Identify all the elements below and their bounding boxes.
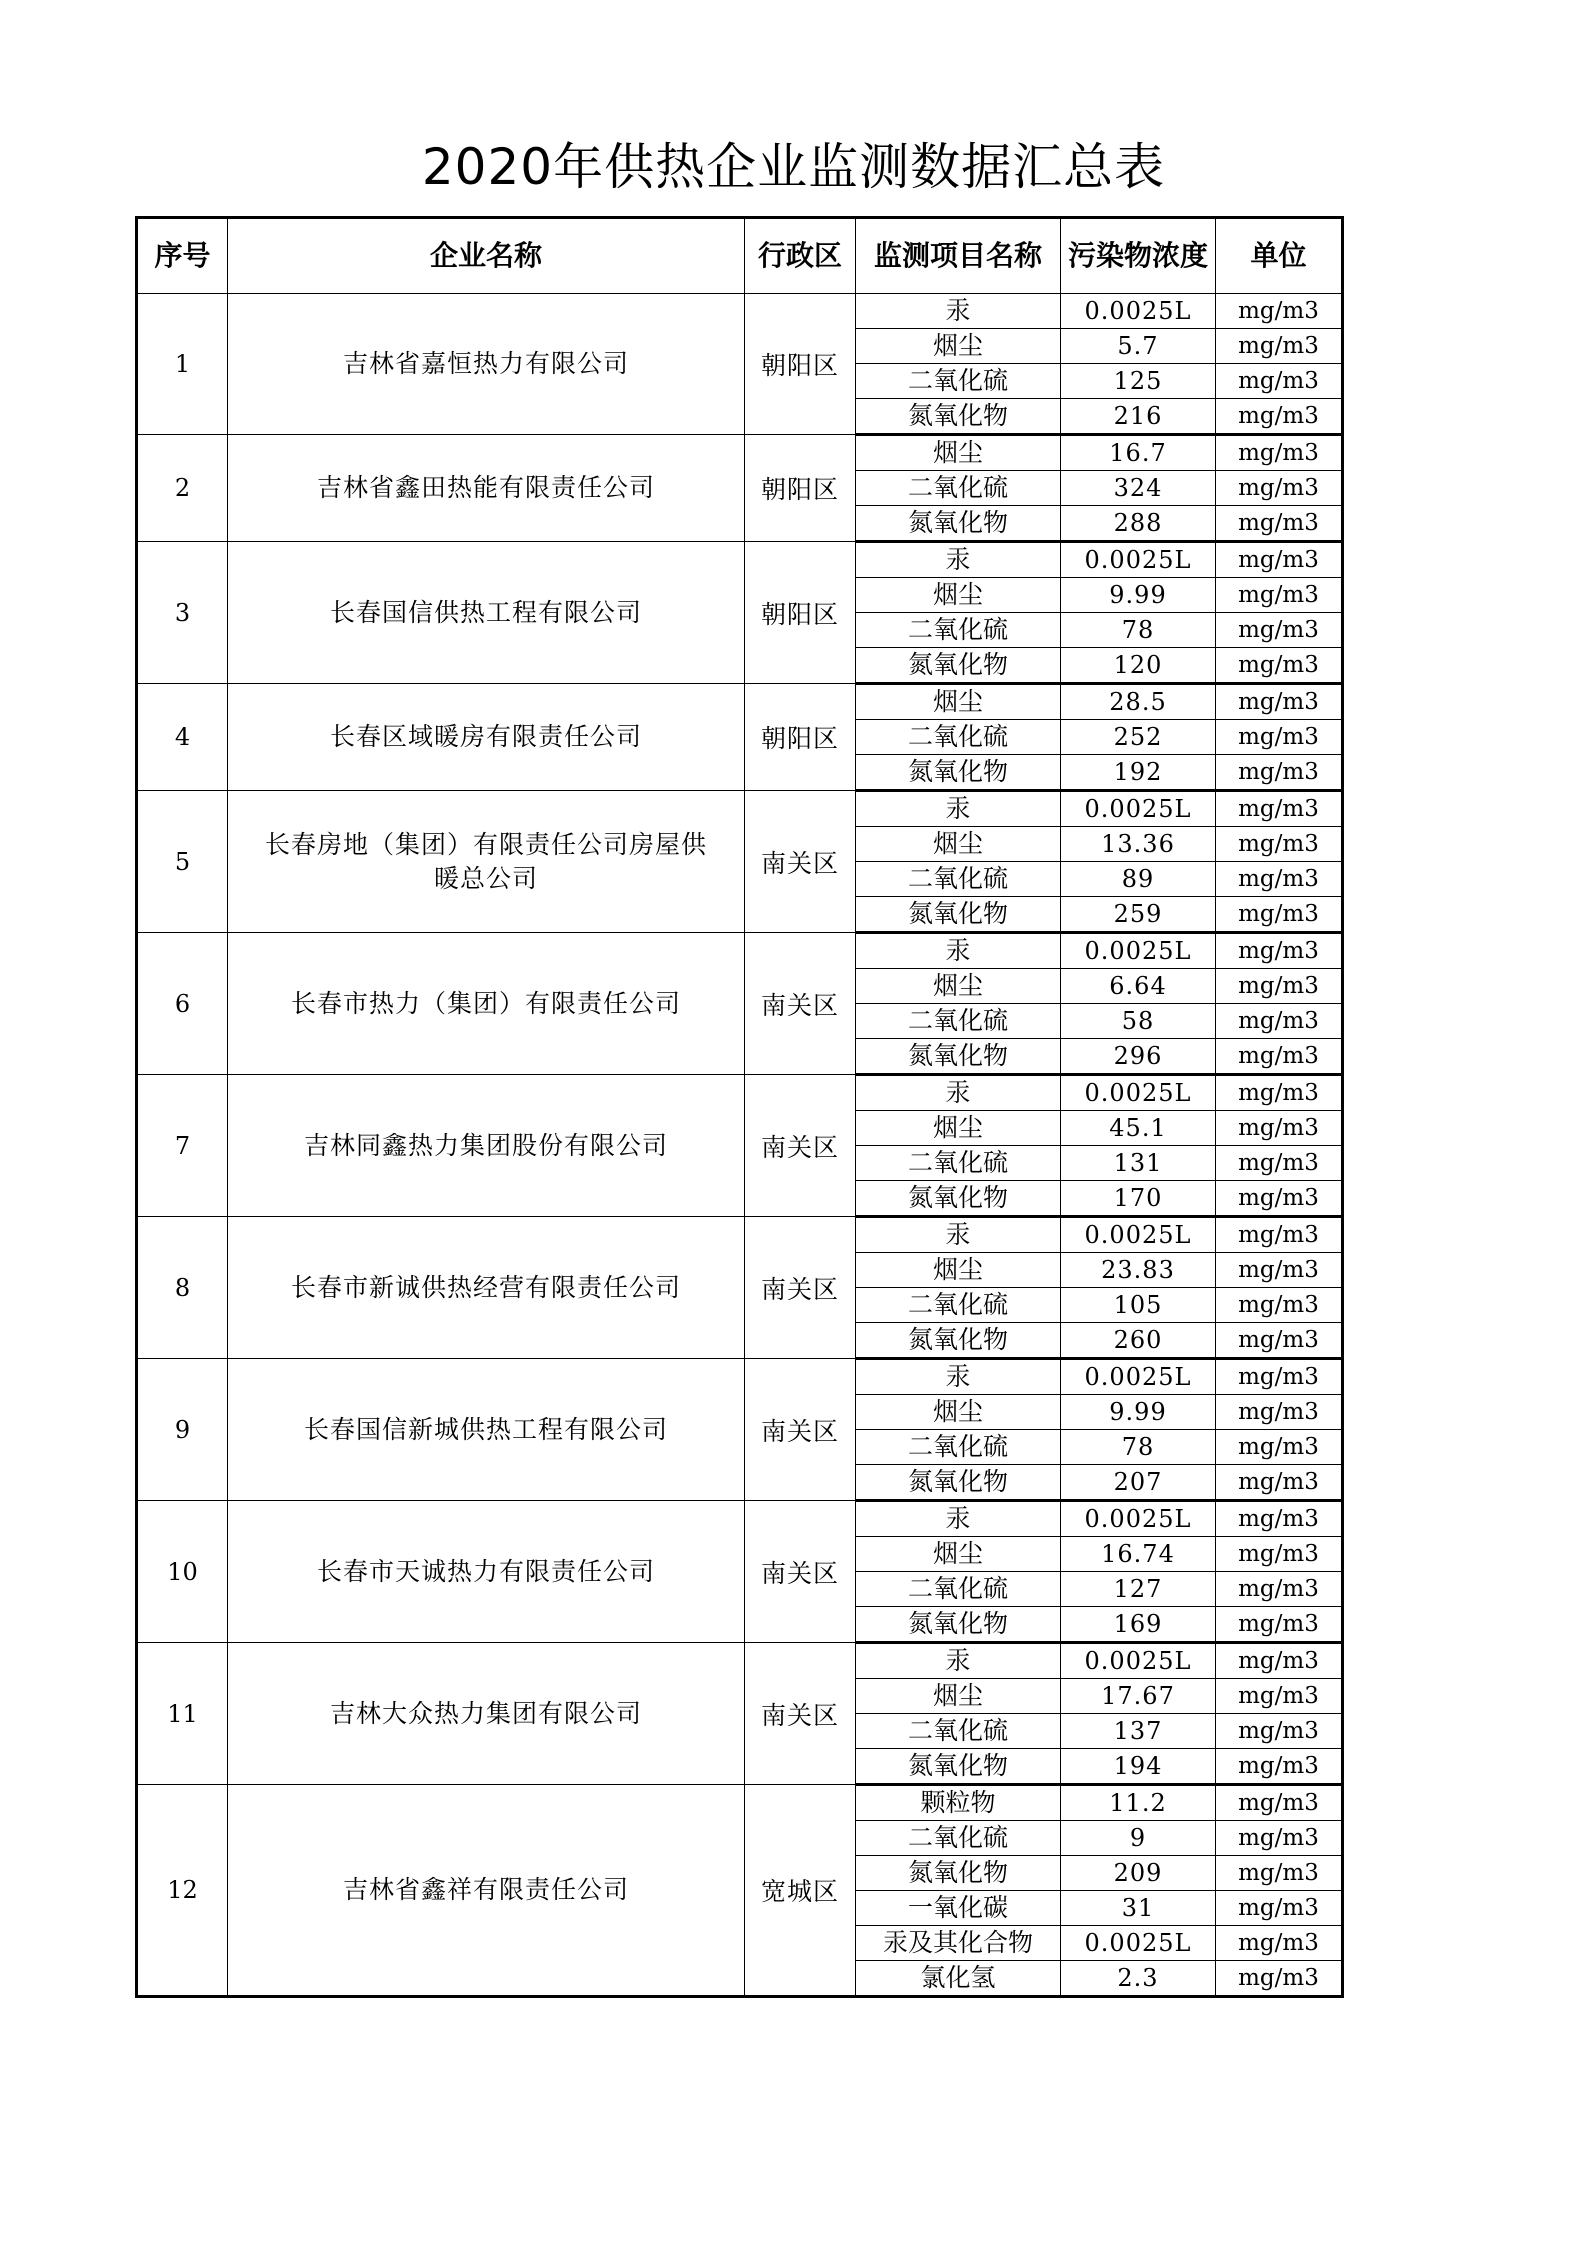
concentration-unit: mg/m3 xyxy=(1216,1537,1343,1572)
header-row xyxy=(137,218,1343,294)
pollutant-concentration: 194 xyxy=(1061,1749,1216,1785)
pollutant-concentration: 0.0025L xyxy=(1061,542,1216,578)
company-name: 长春市新诚供热经营有限责任公司 xyxy=(228,1217,745,1359)
monitoring-item: 烟尘 xyxy=(856,1395,1061,1430)
monitoring-item: 烟尘 xyxy=(856,684,1061,720)
pollutant-concentration: 13.36 xyxy=(1061,827,1216,862)
monitoring-item: 烟尘 xyxy=(856,578,1061,613)
pollutant-concentration: 28.5 xyxy=(1061,684,1216,720)
monitoring-item: 氮氧化物 xyxy=(856,1039,1061,1075)
monitoring-item: 烟尘 xyxy=(856,827,1061,862)
header-unit: 单位 xyxy=(1216,218,1343,294)
monitoring-item: 二氧化硫 xyxy=(856,364,1061,399)
pollutant-concentration: 127 xyxy=(1061,1572,1216,1607)
pollutant-concentration: 105 xyxy=(1061,1288,1216,1323)
table-row xyxy=(137,933,1343,969)
concentration-unit: mg/m3 xyxy=(1216,1572,1343,1607)
table-row xyxy=(137,1359,1343,1395)
district-name: 南关区 xyxy=(745,1217,856,1359)
monitoring-item: 烟尘 xyxy=(856,1537,1061,1572)
monitoring-item: 氮氧化物 xyxy=(856,506,1061,542)
table-row xyxy=(137,1785,1343,1821)
row-seq-number: 3 xyxy=(137,542,228,684)
pollutant-concentration: 137 xyxy=(1061,1714,1216,1749)
concentration-unit: mg/m3 xyxy=(1216,1039,1343,1075)
concentration-unit: mg/m3 xyxy=(1216,1111,1343,1146)
header-seq: 序号 xyxy=(137,218,228,294)
row-seq-number: 6 xyxy=(137,933,228,1075)
concentration-unit: mg/m3 xyxy=(1216,648,1343,684)
monitoring-item: 氮氧化物 xyxy=(856,1856,1061,1891)
concentration-unit: mg/m3 xyxy=(1216,578,1343,613)
monitoring-item: 汞 xyxy=(856,1643,1061,1679)
pollutant-concentration: 209 xyxy=(1061,1856,1216,1891)
monitoring-item: 汞 xyxy=(856,933,1061,969)
pollutant-concentration: 78 xyxy=(1061,1430,1216,1465)
monitoring-item: 二氧化硫 xyxy=(856,862,1061,897)
concentration-unit: mg/m3 xyxy=(1216,1679,1343,1714)
table-row xyxy=(137,435,1343,471)
monitoring-item: 氮氧化物 xyxy=(856,1749,1061,1785)
concentration-unit: mg/m3 xyxy=(1216,1146,1343,1181)
table-row xyxy=(137,791,1343,827)
monitoring-item: 颗粒物 xyxy=(856,1785,1061,1821)
monitoring-item: 二氧化硫 xyxy=(856,1430,1061,1465)
concentration-unit: mg/m3 xyxy=(1216,1430,1343,1465)
pollutant-concentration: 252 xyxy=(1061,720,1216,755)
concentration-unit: mg/m3 xyxy=(1216,1926,1343,1961)
pollutant-concentration: 0.0025L xyxy=(1061,1926,1216,1961)
pollutant-concentration: 58 xyxy=(1061,1004,1216,1039)
district-name: 朝阳区 xyxy=(745,435,856,542)
monitoring-item: 氮氧化物 xyxy=(856,755,1061,791)
monitoring-item: 一氧化碳 xyxy=(856,1891,1061,1926)
concentration-unit: mg/m3 xyxy=(1216,1501,1343,1537)
row-seq-number: 2 xyxy=(137,435,228,542)
monitoring-item: 氮氧化物 xyxy=(856,399,1061,435)
row-seq-number: 12 xyxy=(137,1785,228,1997)
monitoring-item: 汞 xyxy=(856,294,1061,329)
district-name: 南关区 xyxy=(745,791,856,933)
company-name: 吉林省鑫田热能有限责任公司 xyxy=(228,435,745,542)
pollutant-concentration: 192 xyxy=(1061,755,1216,791)
concentration-unit: mg/m3 xyxy=(1216,1004,1343,1039)
pollutant-concentration: 11.2 xyxy=(1061,1785,1216,1821)
concentration-unit: mg/m3 xyxy=(1216,684,1343,720)
concentration-unit: mg/m3 xyxy=(1216,933,1343,969)
concentration-unit: mg/m3 xyxy=(1216,399,1343,435)
monitoring-item: 汞 xyxy=(856,1359,1061,1395)
pollutant-concentration: 120 xyxy=(1061,648,1216,684)
concentration-unit: mg/m3 xyxy=(1216,1643,1343,1679)
monitoring-item: 烟尘 xyxy=(856,1111,1061,1146)
monitoring-item: 二氧化硫 xyxy=(856,1714,1061,1749)
pollutant-concentration: 207 xyxy=(1061,1465,1216,1501)
company-name: 吉林省嘉恒热力有限公司 xyxy=(228,294,745,435)
row-seq-number: 4 xyxy=(137,684,228,791)
monitoring-item: 氯化氢 xyxy=(856,1961,1061,1997)
district-name: 南关区 xyxy=(745,1359,856,1501)
concentration-unit: mg/m3 xyxy=(1216,897,1343,933)
pollutant-concentration: 0.0025L xyxy=(1061,294,1216,329)
pollutant-concentration: 296 xyxy=(1061,1039,1216,1075)
monitoring-item: 二氧化硫 xyxy=(856,1572,1061,1607)
district-name: 南关区 xyxy=(745,1643,856,1785)
district-name: 宽城区 xyxy=(745,1785,856,1997)
monitoring-item: 二氧化硫 xyxy=(856,1288,1061,1323)
monitoring-data-table xyxy=(135,216,1344,1998)
concentration-unit: mg/m3 xyxy=(1216,1253,1343,1288)
row-seq-number: 9 xyxy=(137,1359,228,1501)
pollutant-concentration: 131 xyxy=(1061,1146,1216,1181)
concentration-unit: mg/m3 xyxy=(1216,1181,1343,1217)
company-name: 长春房地（集团）有限责任公司房屋供暖总公司 xyxy=(228,791,745,933)
pollutant-concentration: 45.1 xyxy=(1061,1111,1216,1146)
concentration-unit: mg/m3 xyxy=(1216,435,1343,471)
monitoring-item: 二氧化硫 xyxy=(856,1821,1061,1856)
monitoring-item: 汞及其化合物 xyxy=(856,1926,1061,1961)
district-name: 朝阳区 xyxy=(745,684,856,791)
pollutant-concentration: 260 xyxy=(1061,1323,1216,1359)
pollutant-concentration: 23.83 xyxy=(1061,1253,1216,1288)
pollutant-concentration: 288 xyxy=(1061,506,1216,542)
district-name: 朝阳区 xyxy=(745,294,856,435)
pollutant-concentration: 2.3 xyxy=(1061,1961,1216,1997)
concentration-unit: mg/m3 xyxy=(1216,1749,1343,1785)
table-row xyxy=(137,684,1343,720)
pollutant-concentration: 31 xyxy=(1061,1891,1216,1926)
monitoring-item: 烟尘 xyxy=(856,329,1061,364)
pollutant-concentration: 17.67 xyxy=(1061,1679,1216,1714)
pollutant-concentration: 0.0025L xyxy=(1061,1359,1216,1395)
concentration-unit: mg/m3 xyxy=(1216,1465,1343,1501)
concentration-unit: mg/m3 xyxy=(1216,1785,1343,1821)
header-district: 行政区 xyxy=(745,218,856,294)
concentration-unit: mg/m3 xyxy=(1216,862,1343,897)
header-company: 企业名称 xyxy=(228,218,745,294)
monitoring-item: 汞 xyxy=(856,1217,1061,1253)
concentration-unit: mg/m3 xyxy=(1216,364,1343,399)
pollutant-concentration: 324 xyxy=(1061,471,1216,506)
pollutant-concentration: 125 xyxy=(1061,364,1216,399)
pollutant-concentration: 9.99 xyxy=(1061,578,1216,613)
company-name: 吉林同鑫热力集团股份有限公司 xyxy=(228,1075,745,1217)
pollutant-concentration: 9.99 xyxy=(1061,1395,1216,1430)
row-seq-number: 1 xyxy=(137,294,228,435)
concentration-unit: mg/m3 xyxy=(1216,613,1343,648)
monitoring-item: 汞 xyxy=(856,1075,1061,1111)
monitoring-item: 氮氧化物 xyxy=(856,1181,1061,1217)
company-name: 吉林省鑫祥有限责任公司 xyxy=(228,1785,745,1997)
table-row xyxy=(137,1075,1343,1111)
table-row xyxy=(137,1501,1343,1537)
monitoring-item: 二氧化硫 xyxy=(856,471,1061,506)
concentration-unit: mg/m3 xyxy=(1216,969,1343,1004)
monitoring-item: 烟尘 xyxy=(856,969,1061,1004)
monitoring-item: 氮氧化物 xyxy=(856,897,1061,933)
pollutant-concentration: 6.64 xyxy=(1061,969,1216,1004)
pollutant-concentration: 16.74 xyxy=(1061,1537,1216,1572)
pollutant-concentration: 9 xyxy=(1061,1821,1216,1856)
concentration-unit: mg/m3 xyxy=(1216,1714,1343,1749)
pollutant-concentration: 0.0025L xyxy=(1061,1075,1216,1111)
pollutant-concentration: 0.0025L xyxy=(1061,791,1216,827)
page-title: 2020年供热企业监测数据汇总表 xyxy=(421,138,1166,196)
row-seq-number: 11 xyxy=(137,1643,228,1785)
monitoring-item: 烟尘 xyxy=(856,1253,1061,1288)
pollutant-concentration: 216 xyxy=(1061,399,1216,435)
concentration-unit: mg/m3 xyxy=(1216,1607,1343,1643)
pollutant-concentration: 259 xyxy=(1061,897,1216,933)
monitoring-item: 二氧化硫 xyxy=(856,613,1061,648)
company-name: 长春区域暖房有限责任公司 xyxy=(228,684,745,791)
monitoring-item: 烟尘 xyxy=(856,435,1061,471)
table-body xyxy=(137,294,1343,1997)
monitoring-item: 二氧化硫 xyxy=(856,1146,1061,1181)
header-item: 监测项目名称 xyxy=(856,218,1061,294)
monitoring-item: 汞 xyxy=(856,1501,1061,1537)
row-seq-number: 5 xyxy=(137,791,228,933)
row-seq-number: 10 xyxy=(137,1501,228,1643)
company-name: 长春市天诚热力有限责任公司 xyxy=(228,1501,745,1643)
header-concentration: 污染物浓度 xyxy=(1061,218,1216,294)
pollutant-concentration: 0.0025L xyxy=(1061,1501,1216,1537)
company-name: 长春国信供热工程有限公司 xyxy=(228,542,745,684)
monitoring-item: 汞 xyxy=(856,791,1061,827)
company-name: 吉林大众热力集团有限公司 xyxy=(228,1643,745,1785)
company-name: 长春市热力（集团）有限责任公司 xyxy=(228,933,745,1075)
table-row xyxy=(137,294,1343,329)
district-name: 朝阳区 xyxy=(745,542,856,684)
monitoring-item: 氮氧化物 xyxy=(856,1465,1061,1501)
concentration-unit: mg/m3 xyxy=(1216,1359,1343,1395)
pollutant-concentration: 16.7 xyxy=(1061,435,1216,471)
concentration-unit: mg/m3 xyxy=(1216,506,1343,542)
pollutant-concentration: 78 xyxy=(1061,613,1216,648)
concentration-unit: mg/m3 xyxy=(1216,755,1343,791)
concentration-unit: mg/m3 xyxy=(1216,827,1343,862)
monitoring-item: 二氧化硫 xyxy=(856,1004,1061,1039)
pollutant-concentration: 5.7 xyxy=(1061,329,1216,364)
district-name: 南关区 xyxy=(745,933,856,1075)
concentration-unit: mg/m3 xyxy=(1216,1288,1343,1323)
pollutant-concentration: 170 xyxy=(1061,1181,1216,1217)
concentration-unit: mg/m3 xyxy=(1216,1395,1343,1430)
concentration-unit: mg/m3 xyxy=(1216,1075,1343,1111)
concentration-unit: mg/m3 xyxy=(1216,1217,1343,1253)
monitoring-item: 汞 xyxy=(856,542,1061,578)
table-row xyxy=(137,1643,1343,1679)
concentration-unit: mg/m3 xyxy=(1216,294,1343,329)
pollutant-concentration: 169 xyxy=(1061,1607,1216,1643)
concentration-unit: mg/m3 xyxy=(1216,542,1343,578)
concentration-unit: mg/m3 xyxy=(1216,471,1343,506)
table-row xyxy=(137,542,1343,578)
concentration-unit: mg/m3 xyxy=(1216,1323,1343,1359)
monitoring-item: 氮氧化物 xyxy=(856,1323,1061,1359)
concentration-unit: mg/m3 xyxy=(1216,329,1343,364)
concentration-unit: mg/m3 xyxy=(1216,1821,1343,1856)
concentration-unit: mg/m3 xyxy=(1216,1891,1343,1926)
row-seq-number: 8 xyxy=(137,1217,228,1359)
monitoring-item: 二氧化硫 xyxy=(856,720,1061,755)
concentration-unit: mg/m3 xyxy=(1216,1961,1343,1997)
district-name: 南关区 xyxy=(745,1501,856,1643)
district-name: 南关区 xyxy=(745,1075,856,1217)
pollutant-concentration: 0.0025L xyxy=(1061,1643,1216,1679)
monitoring-item: 烟尘 xyxy=(856,1679,1061,1714)
company-name: 长春国信新城供热工程有限公司 xyxy=(228,1359,745,1501)
concentration-unit: mg/m3 xyxy=(1216,720,1343,755)
row-seq-number: 7 xyxy=(137,1075,228,1217)
concentration-unit: mg/m3 xyxy=(1216,1856,1343,1891)
monitoring-item: 氮氧化物 xyxy=(856,1607,1061,1643)
pollutant-concentration: 0.0025L xyxy=(1061,933,1216,969)
pollutant-concentration: 0.0025L xyxy=(1061,1217,1216,1253)
pollutant-concentration: 89 xyxy=(1061,862,1216,897)
table-row xyxy=(137,1217,1343,1253)
monitoring-item: 氮氧化物 xyxy=(856,648,1061,684)
concentration-unit: mg/m3 xyxy=(1216,791,1343,827)
